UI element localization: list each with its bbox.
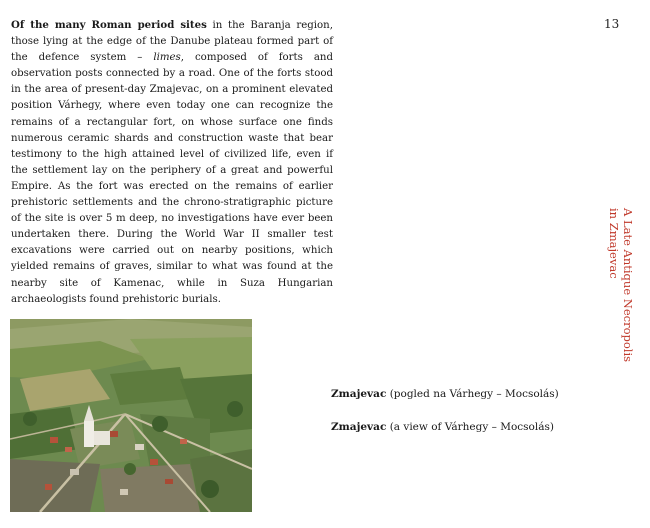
caption-croatian	[331, 388, 559, 400]
page-number: 13	[604, 17, 620, 31]
running-title-line-1: A Late Antique Necropolis	[621, 208, 635, 363]
running-title	[605, 208, 635, 448]
running-title-line-2: in Zmajevac	[607, 208, 621, 279]
aerial-photo-zmajevac	[10, 319, 252, 512]
lead-phrase: Of the many Roman period sites	[11, 19, 207, 31]
body-paragraph	[11, 17, 333, 308]
caption-place: Zmajevac	[331, 421, 387, 433]
body-text-part-1: in the Baranja region, those lying at the edge of the Danube plateau formed part of the defence system –	[11, 20, 333, 64]
caption-text: (a view of Várhegy – Mocsolás)	[386, 421, 554, 433]
limes-term: limes	[153, 52, 181, 64]
caption-text: (pogled na Várhegy – Mocsolás)	[386, 388, 559, 400]
aerial-photo-illustration	[10, 319, 252, 512]
body-text-part-2: , composed of forts and observation posts connected by a road. One of the forts stood in the area of present-day Zmajevac, on a prominent elevated position Várhegy, where even today one can recognize the remains of a rectangular fort, on whose surface one finds numerous ceramic shards and construction waste that bear testimony to the high attained level of civilized life, even if the settlement lay on the periphery of a great and powerful Empire. As the fort was erected on the remains of earlier prehistoric settlements and the chrono-stratigraphic picture of the site is over 5 m deep, no investigations have ever been undertaken there. During the World War II smaller test excavations were carried out on nearby positions, which yielded remains of graves, similar to what was found at the nearby site of Kamenac, while in Suza Hungarian archaeologists found prehistoric burials.	[11, 52, 333, 305]
caption-english	[331, 421, 554, 433]
caption-place: Zmajevac	[331, 388, 387, 400]
